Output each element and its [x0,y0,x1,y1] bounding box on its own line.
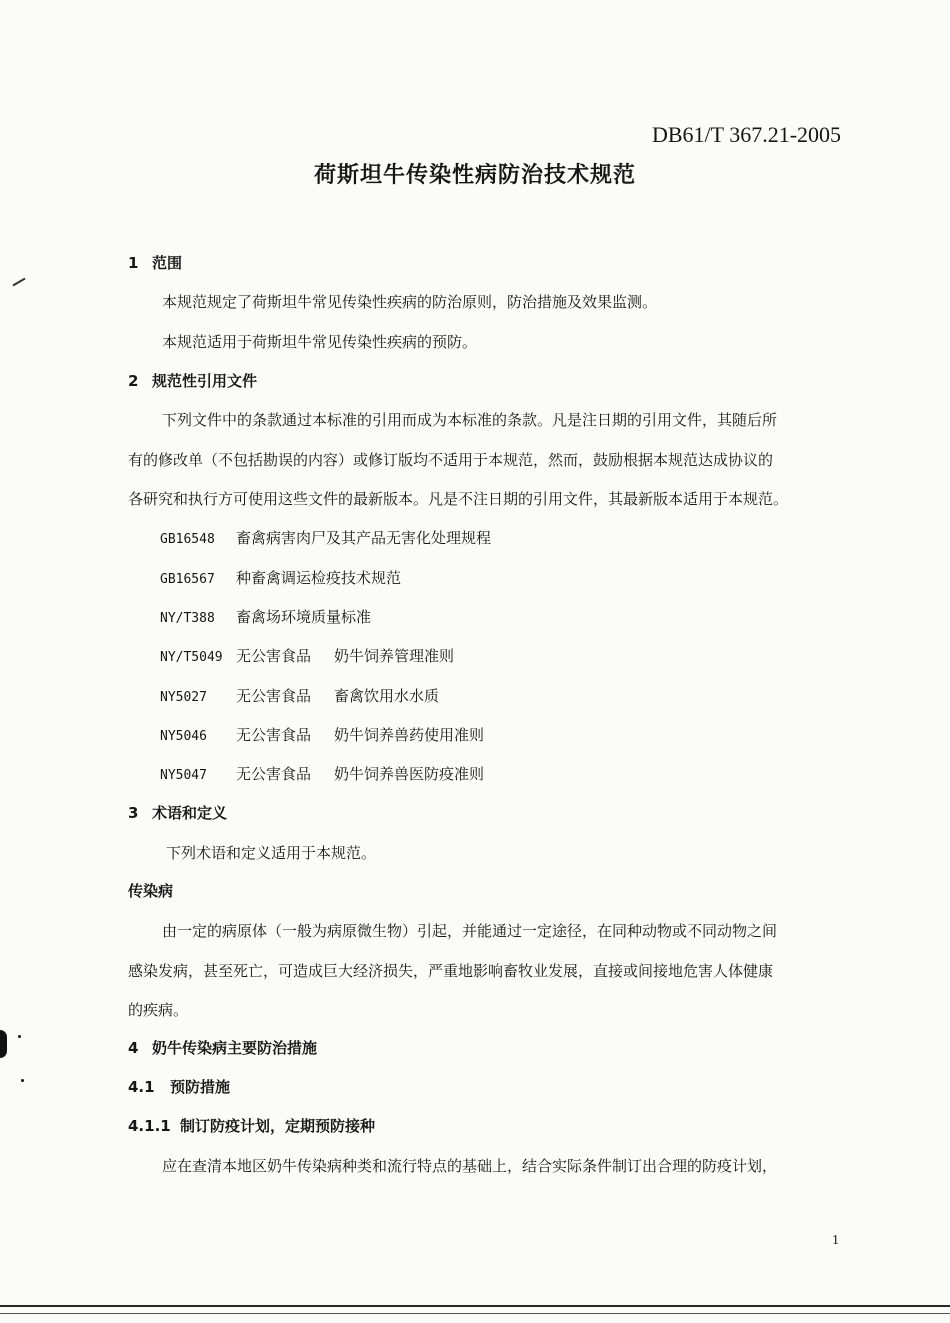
reference-name: 畜禽病害肉尸及其产品无害化处理规程 [236,529,492,547]
reference-code: NY5046 [160,729,207,744]
reference-code: NY5047 [160,768,207,783]
reference-name: 奶牛饲养兽医防疫准则 [334,765,485,783]
scan-edge-line [0,1305,950,1307]
scan-speck [18,1035,21,1038]
paragraph: 应在查清本地区奶牛传染病种类和流行特点的基础上，结合实际条件制订出合理的防疫计划， [162,1157,778,1175]
document-code: DB61/T 367.21-2005 [652,122,842,147]
reference-item [160,606,371,627]
reference-prefix: 无公害食品 [236,726,312,744]
reference-item [160,527,491,548]
definition-line: 的疾病。 [128,1001,189,1019]
section-4-1-1-heading [128,1115,375,1136]
document-title: 荷斯坦牛传染性病防治技术规范 [313,163,636,188]
section-number: 1 [128,254,139,272]
reference-code: GB16567 [160,572,215,587]
paragraph-line: 有的修改单（不包括勘误的内容）或修订版均不适用于本规范，然而，鼓励根据本规范达成协议的 [128,451,774,469]
reference-code: NY5027 [160,690,207,705]
reference-code: NY/T5049 [160,650,223,665]
paragraph-line: 各研究和执行方可使用这些文件的最新版本。凡是不注日期的引用文件，其最新版本适用于本规范。 [128,490,789,508]
section-number: 4 [128,1039,139,1057]
reference-prefix: 无公害食品 [236,647,312,665]
reference-code: NY/T388 [160,611,215,626]
section-number: 4.1 [128,1078,155,1096]
scan-edge-line [0,1313,950,1314]
section-4-heading [128,1037,317,1058]
section-title: 预防措施 [170,1078,231,1096]
reference-name: 奶牛饲养兽药使用准则 [334,726,485,744]
section-title: 范围 [152,254,183,272]
section-title: 规范性引用文件 [152,372,258,390]
reference-item [160,567,401,588]
definition-line: 感染发病，甚至死亡，可造成巨大经济损失，严重地影响畜牧业发展，直接或间接地危害人体健康 [128,962,774,980]
reference-name: 种畜禽调运检疫技术规范 [236,569,402,587]
section-number: 3 [128,804,139,822]
section-number: 4.1.1 [128,1117,171,1135]
reference-name: 畜禽场环境质量标准 [236,608,372,626]
paragraph: 本规范适用于荷斯坦牛常见传染性疾病的预防。 [162,333,478,351]
page-number: 1 [832,1233,839,1248]
paragraph-line: 下列文件中的条款通过本标准的引用而成为本标准的条款。凡是注日期的引用文件，其随后所 [162,411,778,429]
section-3-heading [128,802,227,823]
section-4-1-heading [128,1076,230,1097]
section-title: 奶牛传染病主要防治措施 [152,1039,318,1057]
reference-item [160,685,439,706]
section-title: 制订防疫计划，定期预防接种 [180,1117,376,1135]
section-2-heading [128,370,257,391]
paragraph: 本规范规定了荷斯坦牛常见传染性疾病的防治原则，防治措施及效果监测。 [162,293,658,311]
reference-item [160,724,484,745]
scan-mark [0,1030,7,1058]
section-title: 术语和定义 [152,804,228,822]
definition-line: 由一定的病原体（一般为病原微生物）引起，并能通过一定途径，在同种动物或不同动物之间 [162,922,778,940]
term-heading: 传染病 [128,882,174,900]
reference-name: 奶牛饲养管理准则 [334,647,455,665]
reference-prefix: 无公害食品 [236,765,312,783]
section-number: 2 [128,372,139,390]
reference-code: GB16548 [160,532,215,547]
section-1-heading [128,252,182,273]
reference-item [160,763,484,784]
reference-item [160,645,454,666]
scan-stroke [12,278,25,287]
reference-name: 畜禽饮用水水质 [334,687,440,705]
paragraph: 下列术语和定义适用于本规范。 [166,844,377,862]
scan-speck [21,1079,24,1082]
reference-prefix: 无公害食品 [236,687,312,705]
